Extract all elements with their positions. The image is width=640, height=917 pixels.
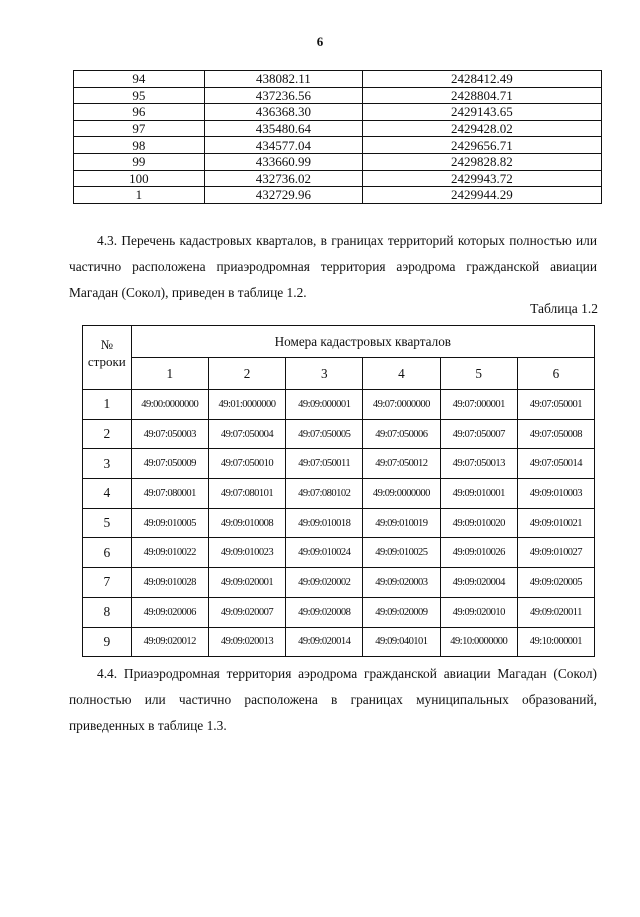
cadastral-number-cell: 49:07:050007 (440, 419, 517, 449)
paragraph-4-3 (69, 228, 597, 306)
table-row (83, 390, 595, 420)
row-number-cell: 6 (83, 538, 132, 568)
column-header-2: 2 (208, 358, 285, 390)
cadastral-number-cell: 49:09:010025 (363, 538, 440, 568)
cadastral-number-cell: 49:09:0000000 (363, 479, 440, 509)
cadastral-number-cell: 49:09:020004 (440, 568, 517, 598)
table-row (83, 508, 595, 538)
row-number-cell: 2 (83, 419, 132, 449)
point-number-cell: 96 (74, 104, 205, 121)
cadastral-number-cell: 49:09:020001 (208, 568, 285, 598)
table-row (74, 170, 602, 187)
page-number: 6 (316, 34, 324, 49)
cadastral-number-cell: 49:09:020010 (440, 597, 517, 627)
y-coordinate-cell: 2429943.72 (362, 170, 601, 187)
table-row (83, 568, 595, 598)
point-number-cell: 97 (74, 120, 205, 137)
cadastral-number-cell: 49:07:050005 (286, 419, 363, 449)
cadastral-number-cell: 49:09:010001 (440, 479, 517, 509)
table-row (83, 479, 595, 509)
cadastral-number-cell: 49:09:040101 (363, 627, 440, 657)
cadastral-number-cell: 49:01:0000000 (208, 390, 285, 420)
cadastral-number-cell: 49:09:010005 (131, 508, 208, 538)
point-number-cell: 1 (74, 187, 205, 204)
table-row (74, 104, 602, 121)
cadastral-number-cell: 49:09:020014 (286, 627, 363, 657)
row-number-cell: 4 (83, 479, 132, 509)
cadastral-number-cell: 49:09:010018 (286, 508, 363, 538)
coordinates-table (73, 70, 602, 204)
cadastral-number-cell: 49:07:050013 (440, 449, 517, 479)
y-coordinate-cell: 2429944.29 (362, 187, 601, 204)
cadastral-number-cell: 49:07:050010 (208, 449, 285, 479)
cadastral-number-cell: 49:09:010003 (517, 479, 594, 509)
cadastral-number-cell: 49:09:020011 (517, 597, 594, 627)
cadastral-number-cell: 49:07:050012 (363, 449, 440, 479)
cadastral-number-cell: 49:07:080101 (208, 479, 285, 509)
column-header-6: 6 (517, 358, 594, 390)
cadastral-number-cell: 49:10:000001 (517, 627, 594, 657)
column-header-1: 1 (131, 358, 208, 390)
row-number-cell: 7 (83, 568, 132, 598)
point-number-cell: 94 (74, 71, 205, 88)
cadastral-number-cell: 49:07:050011 (286, 449, 363, 479)
paragraph-4-3-text: 4.3. Перечень кадастровых кварталов, в границах территорий которых полностью или частично расположена приаэродромная территория аэродрома гражданской авиации Магадан (Сокол), приведен в таблице 1.2. (69, 233, 597, 300)
cadastral-quarters-table (82, 325, 595, 657)
cadastral-number-cell: 49:07:0000000 (363, 390, 440, 420)
column-header-5: 5 (440, 358, 517, 390)
cadastral-number-cell: 49:07:050006 (363, 419, 440, 449)
cadastral-number-cell: 49:09:010008 (208, 508, 285, 538)
cadastral-number-cell: 49:09:010024 (286, 538, 363, 568)
cadastral-number-cell: 49:09:020009 (363, 597, 440, 627)
column-header-3: 3 (286, 358, 363, 390)
table-row (74, 153, 602, 170)
table-title-header: Номера кадастровых кварталов (131, 326, 594, 358)
point-number-cell: 98 (74, 137, 205, 154)
table-row (74, 87, 602, 104)
cadastral-number-cell: 49:07:050003 (131, 419, 208, 449)
x-coordinate-cell: 437236.56 (204, 87, 362, 104)
y-coordinate-cell: 2428412.49 (362, 71, 601, 88)
paragraph-4-4 (69, 661, 597, 739)
cadastral-number-cell: 49:09:020005 (517, 568, 594, 598)
table-row (83, 538, 595, 568)
row-number-cell: 1 (83, 390, 132, 420)
cadastral-number-cell: 49:00:0000000 (131, 390, 208, 420)
cadastral-number-cell: 49:09:020012 (131, 627, 208, 657)
y-coordinate-cell: 2429656.71 (362, 137, 601, 154)
cadastral-number-cell: 49:10:0000000 (440, 627, 517, 657)
table-row (74, 71, 602, 88)
cadastral-number-cell: 49:09:010026 (440, 538, 517, 568)
x-coordinate-cell: 435480.64 (204, 120, 362, 137)
table-row (83, 627, 595, 657)
cadastral-number-cell: 49:07:050004 (208, 419, 285, 449)
point-number-cell: 99 (74, 153, 205, 170)
cadastral-number-cell: 49:09:010028 (131, 568, 208, 598)
table-row (83, 597, 595, 627)
cadastral-number-cell: 49:09:020013 (208, 627, 285, 657)
row-number-header: № строки (83, 326, 132, 390)
cadastral-number-cell: 49:09:010020 (440, 508, 517, 538)
x-coordinate-cell: 433660.99 (204, 153, 362, 170)
x-coordinate-cell: 434577.04 (204, 137, 362, 154)
cadastral-number-cell: 49:07:050009 (131, 449, 208, 479)
table-1-2-caption: Таблица 1.2 (530, 301, 598, 316)
cadastral-number-cell: 49:09:010027 (517, 538, 594, 568)
table-row (74, 187, 602, 204)
cadastral-number-cell: 49:09:020006 (131, 597, 208, 627)
paragraph-4-4-text: 4.4. Приаэродромная территория аэродрома гражданской авиации Магадан (Сокол) полностью или частично расположена в границах муниципальных образований, приведенных в таблице 1.3. (69, 666, 597, 733)
cadastral-number-cell: 49:09:020002 (286, 568, 363, 598)
column-header-4: 4 (363, 358, 440, 390)
point-number-cell: 100 (74, 170, 205, 187)
cadastral-number-cell: 49:07:080102 (286, 479, 363, 509)
x-coordinate-cell: 438082.11 (204, 71, 362, 88)
cadastral-number-cell: 49:09:010023 (208, 538, 285, 568)
x-coordinate-cell: 436368.30 (204, 104, 362, 121)
table-row (83, 449, 595, 479)
cadastral-number-cell: 49:09:010022 (131, 538, 208, 568)
table-row (74, 120, 602, 137)
cadastral-number-cell: 49:07:050008 (517, 419, 594, 449)
x-coordinate-cell: 432729.96 (204, 187, 362, 204)
table-row (74, 137, 602, 154)
cadastral-number-cell: 49:09:000001 (286, 390, 363, 420)
row-number-cell: 3 (83, 449, 132, 479)
x-coordinate-cell: 432736.02 (204, 170, 362, 187)
row-number-cell: 8 (83, 597, 132, 627)
y-coordinate-cell: 2429828.82 (362, 153, 601, 170)
cadastral-number-cell: 49:09:020007 (208, 597, 285, 627)
cadastral-number-cell: 49:07:080001 (131, 479, 208, 509)
y-coordinate-cell: 2428804.71 (362, 87, 601, 104)
cadastral-number-cell: 49:07:050001 (517, 390, 594, 420)
y-coordinate-cell: 2429143.65 (362, 104, 601, 121)
row-number-cell: 5 (83, 508, 132, 538)
cadastral-number-cell: 49:09:010019 (363, 508, 440, 538)
cadastral-number-cell: 49:09:010021 (517, 508, 594, 538)
row-number-cell: 9 (83, 627, 132, 657)
cadastral-number-cell: 49:09:020003 (363, 568, 440, 598)
point-number-cell: 95 (74, 87, 205, 104)
table-row (83, 419, 595, 449)
cadastral-number-cell: 49:07:000001 (440, 390, 517, 420)
cadastral-number-cell: 49:07:050014 (517, 449, 594, 479)
y-coordinate-cell: 2429428.02 (362, 120, 601, 137)
cadastral-number-cell: 49:09:020008 (286, 597, 363, 627)
